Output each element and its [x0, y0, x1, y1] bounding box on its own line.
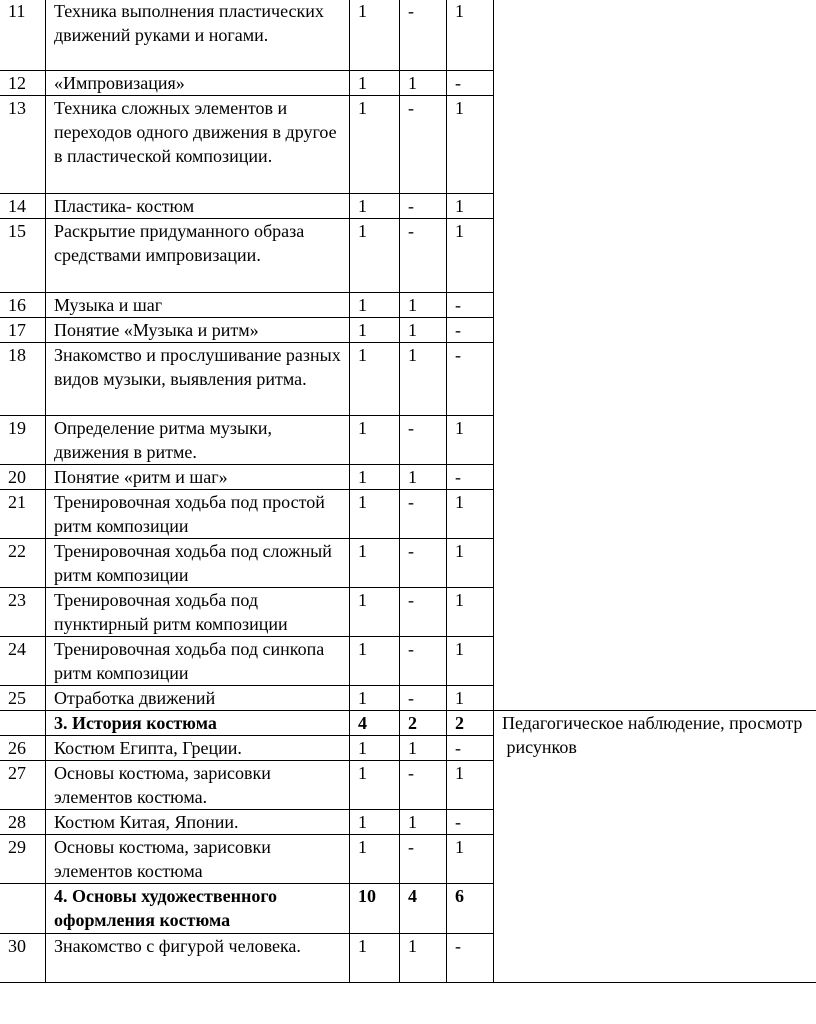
- section-hours-practice: 2: [447, 711, 494, 736]
- lesson-title: Музыка и шаг: [46, 293, 350, 318]
- section-hours-total: 4: [350, 711, 400, 736]
- lesson-title: Определение ритма музыки, движения в ритме.: [46, 416, 350, 465]
- lesson-title: Тренировочная ходьба под синкопа ритм композиции: [46, 637, 350, 686]
- hours-practice: 1: [447, 539, 494, 588]
- hours-practice: 1: [447, 490, 494, 539]
- section-title: 4. Основы художественного оформления костюма: [46, 884, 350, 934]
- hours-total: 1: [350, 0, 400, 71]
- row-number: 30: [0, 934, 46, 983]
- hours-practice: 1: [447, 219, 494, 293]
- hours-practice: 1: [447, 588, 494, 637]
- hours-practice: -: [447, 465, 494, 490]
- hours-theory: -: [400, 490, 447, 539]
- hours-total: 1: [350, 539, 400, 588]
- hours-theory: -: [400, 96, 447, 194]
- lesson-title: Основы костюма, зарисовки элементов костюма.: [46, 761, 350, 810]
- row-number: 23: [0, 588, 46, 637]
- hours-theory: 1: [400, 736, 447, 761]
- lesson-title: Раскрытие придуманного образа средствами импровизации.: [46, 219, 350, 293]
- hours-total: 1: [350, 934, 400, 983]
- row-number: 19: [0, 416, 46, 465]
- lesson-title: Отработка движений: [46, 686, 350, 711]
- hours-total: 1: [350, 588, 400, 637]
- row-number: 14: [0, 194, 46, 219]
- row-number: 12: [0, 71, 46, 96]
- hours-total: 1: [350, 761, 400, 810]
- lesson-title: Костюм Китая, Японии.: [46, 810, 350, 835]
- hours-practice: 1: [447, 96, 494, 194]
- row-number: 20: [0, 465, 46, 490]
- hours-practice: 1: [447, 835, 494, 884]
- row-number: 15: [0, 219, 46, 293]
- row-number: 18: [0, 343, 46, 416]
- row-number: 11: [0, 0, 46, 71]
- hours-total: 1: [350, 219, 400, 293]
- row-number: 25: [0, 686, 46, 711]
- row-number: 21: [0, 490, 46, 539]
- hours-practice: 1: [447, 637, 494, 686]
- hours-theory: -: [400, 637, 447, 686]
- lesson-title: Костюм Египта, Греции.: [46, 736, 350, 761]
- hours-practice: 1: [447, 194, 494, 219]
- lesson-title: Понятие «ритм и шаг»: [46, 465, 350, 490]
- section-title: 3. История костюма: [46, 711, 350, 736]
- hours-total: 1: [350, 318, 400, 343]
- lesson-title: «Импровизация»: [46, 71, 350, 96]
- hours-theory: 1: [400, 810, 447, 835]
- row-number: 17: [0, 318, 46, 343]
- hours-total: 1: [350, 736, 400, 761]
- hours-practice: 1: [447, 761, 494, 810]
- hours-total: 1: [350, 686, 400, 711]
- row-number: 24: [0, 637, 46, 686]
- row-number: 26: [0, 736, 46, 761]
- hours-practice: -: [447, 810, 494, 835]
- hours-theory: -: [400, 0, 447, 71]
- hours-total: 1: [350, 835, 400, 884]
- section-hours-total: 10: [350, 884, 400, 934]
- table-row: [0, 0, 816, 71]
- lesson-title: Знакомство с фигурой человека.: [46, 934, 350, 983]
- row-number: 22: [0, 539, 46, 588]
- hours-theory: -: [400, 539, 447, 588]
- section-header-row: [0, 711, 816, 736]
- hours-theory: 1: [400, 465, 447, 490]
- hours-practice: -: [447, 318, 494, 343]
- hours-theory: 1: [400, 293, 447, 318]
- hours-theory: 1: [400, 343, 447, 416]
- hours-practice: -: [447, 293, 494, 318]
- hours-total: 1: [350, 343, 400, 416]
- lesson-title: Техника выполнения пластических движений руками и ногами.: [46, 0, 350, 71]
- lesson-title: Тренировочная ходьба под простой ритм композиции: [46, 490, 350, 539]
- assessment-form-empty: [494, 0, 816, 711]
- hours-theory: -: [400, 219, 447, 293]
- hours-practice: -: [447, 343, 494, 416]
- row-number: 29: [0, 835, 46, 884]
- hours-theory: 1: [400, 934, 447, 983]
- hours-total: 1: [350, 810, 400, 835]
- row-number-empty: [0, 711, 46, 736]
- hours-practice: -: [447, 934, 494, 983]
- section-hours-theory: 4: [400, 884, 447, 934]
- hours-total: 1: [350, 293, 400, 318]
- hours-practice: -: [447, 736, 494, 761]
- lesson-title: Техника сложных элементов и переходов одного движения в другое в пластической композиции.: [46, 96, 350, 194]
- hours-theory: -: [400, 835, 447, 884]
- hours-total: 1: [350, 194, 400, 219]
- lesson-title: Знакомство и прослушивание разных видов музыки, выявления ритма.: [46, 343, 350, 416]
- section-hours-practice: 6: [447, 884, 494, 934]
- row-number: 28: [0, 810, 46, 835]
- hours-theory: -: [400, 194, 447, 219]
- lesson-title: Основы костюма, зарисовки элементов костюма: [46, 835, 350, 884]
- section-hours-theory: 2: [400, 711, 447, 736]
- lesson-title: Тренировочная ходьба под сложный ритм композиции: [46, 539, 350, 588]
- hours-theory: 1: [400, 71, 447, 96]
- hours-total: 1: [350, 465, 400, 490]
- lesson-title: Понятие «Музыка и ритм»: [46, 318, 350, 343]
- hours-total: 1: [350, 71, 400, 96]
- hours-practice: 1: [447, 416, 494, 465]
- hours-theory: -: [400, 588, 447, 637]
- hours-practice: 1: [447, 0, 494, 71]
- lesson-title: Пластика- костюм: [46, 194, 350, 219]
- row-number: 27: [0, 761, 46, 810]
- hours-total: 1: [350, 96, 400, 194]
- hours-theory: 1: [400, 318, 447, 343]
- row-number: 16: [0, 293, 46, 318]
- hours-theory: -: [400, 761, 447, 810]
- hours-total: 1: [350, 416, 400, 465]
- hours-practice: -: [447, 71, 494, 96]
- hours-theory: -: [400, 686, 447, 711]
- assessment-form: Педагогическое наблюдение, просмотр рисунков: [494, 711, 816, 983]
- lesson-title: Тренировочная ходьба под пунктирный ритм композиции: [46, 588, 350, 637]
- row-number-empty: [0, 884, 46, 934]
- row-number: 13: [0, 96, 46, 194]
- hours-theory: -: [400, 416, 447, 465]
- hours-total: 1: [350, 490, 400, 539]
- hours-total: 1: [350, 637, 400, 686]
- hours-practice: 1: [447, 686, 494, 711]
